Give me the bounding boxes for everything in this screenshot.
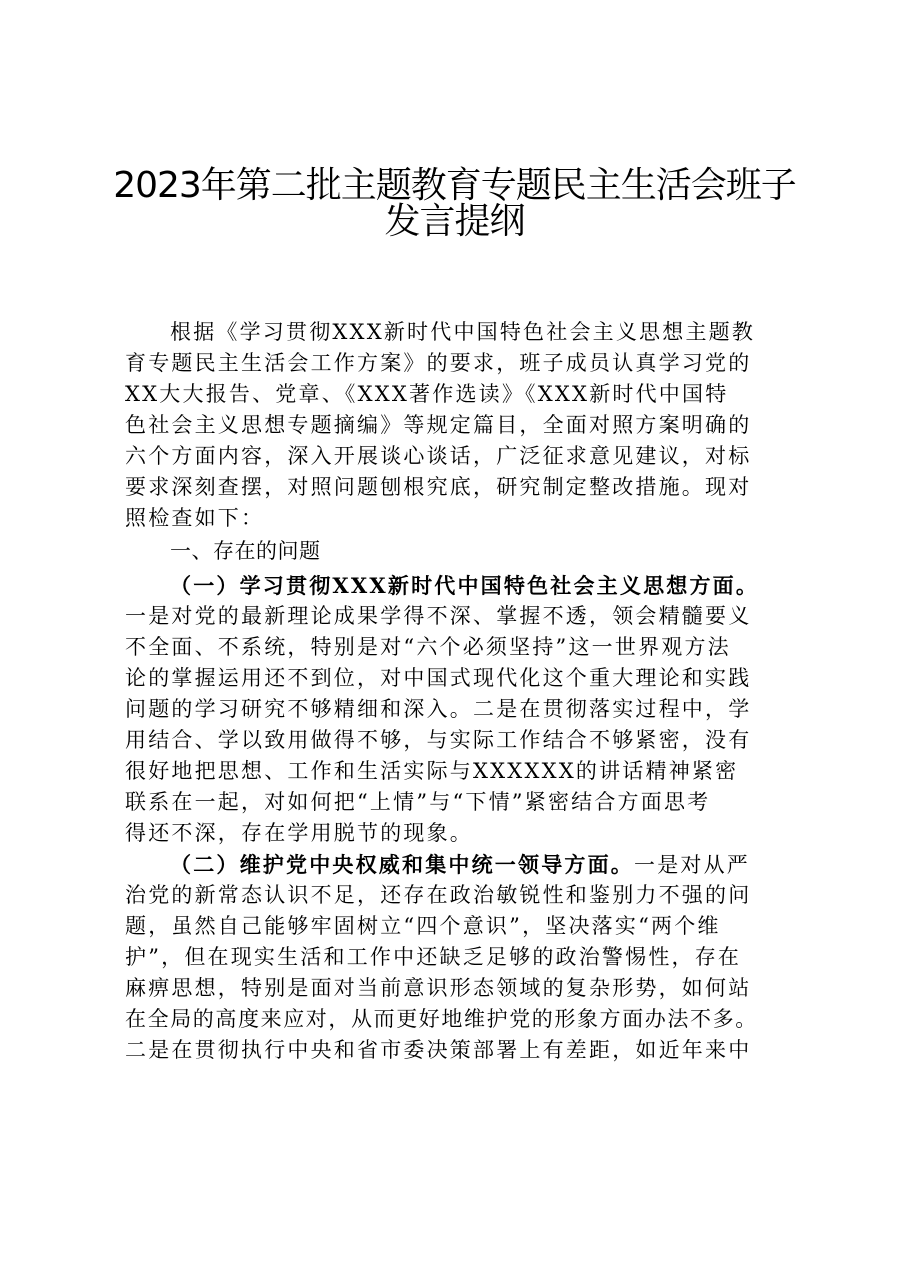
paragraph-line: 根据《学习贯彻XXX新时代中国特色社会主义思想主题教 — [170, 320, 756, 344]
subsection-heading: （一）学习贯彻XXX新时代中国特色社会主义思想方面。 — [170, 573, 760, 598]
paragraph-line: 联系在一起，对如何把“上情”与“下情”紧密结合方面思考 — [125, 790, 711, 814]
paragraph-line: 一是对党的最新理论成果学得不深、掌握不透，领会精髓要义 — [125, 604, 752, 628]
paragraph-line: 题，虽然自己能够牢固树立“四个意识”，坚决落实“两个维 — [125, 914, 721, 938]
paragraph-line: 二是在贯彻执行中央和省市委决策部署上有差距，如近年来中 — [125, 1038, 752, 1062]
paragraph-line: 问题的学习研究不够精细和深入。二是在贯彻落实过程中，学 — [125, 697, 752, 721]
paragraph-line: 论的掌握运用还不到位，对中国式现代化这个重大理论和实践 — [125, 666, 752, 690]
paragraph-line: 护”，但在现实生活和工作中还缺乏足够的政治警惕性，存在 — [125, 945, 742, 969]
paragraph-line: 要求深刻查摆，对照问题刨根究底，研究制定整改措施。现对 — [125, 475, 752, 499]
paragraph-line: 六个方面内容，深入开展谈心谈话，广泛征求意见建议，对标 — [125, 444, 752, 468]
paragraph-line: 在全局的高度来应对，从而更好地维护党的形象方面办法不多。 — [125, 1007, 758, 1031]
paragraph-line: XX大大报告、党章、《XXX著作选读》《XXX新时代中国特 — [125, 382, 729, 406]
paragraph-line: 用结合、学以致用做得不够，与实际工作结合不够紧密，没有 — [125, 728, 752, 752]
paragraph-fragment: 一是对从严 — [634, 853, 750, 877]
subsection-heading: （二）维护党中央权威和集中统一领导方面。 — [170, 852, 634, 877]
document-title-line-2: 发言提纲 — [384, 201, 525, 242]
paragraph-line: 很好地把思想、工作和生活实际与XXXXXX的讲话精神紧密 — [125, 759, 739, 783]
subsection-line — [170, 849, 860, 881]
paragraph-line: 育专题民主生活会工作方案》的要求，班子成员认真学习党的 — [125, 351, 752, 375]
section-heading: 一、存在的问题 — [170, 539, 321, 563]
paragraph-line: 照检查如下： — [125, 506, 265, 530]
paragraph-line: 得还不深，存在学用脱节的现象。 — [125, 821, 473, 845]
paragraph-line: 麻痹思想，特别是面对当前意识形态领域的复杂形势，如何站 — [125, 976, 752, 1000]
paragraph-line: 治党的新常态认识不足，还存在政治敏锐性和鉴别力不强的问 — [125, 883, 752, 907]
paragraph-line: 色社会主义思想专题摘编》等规定篇目，全面对照方案明确的 — [125, 413, 752, 437]
paragraph-line: 不全面、不系统，特别是对“六个必须坚持”这一世界观方法 — [125, 635, 731, 659]
document-title-line-1: 2023年第二批主题教育专题民主生活会班子 — [113, 165, 796, 206]
